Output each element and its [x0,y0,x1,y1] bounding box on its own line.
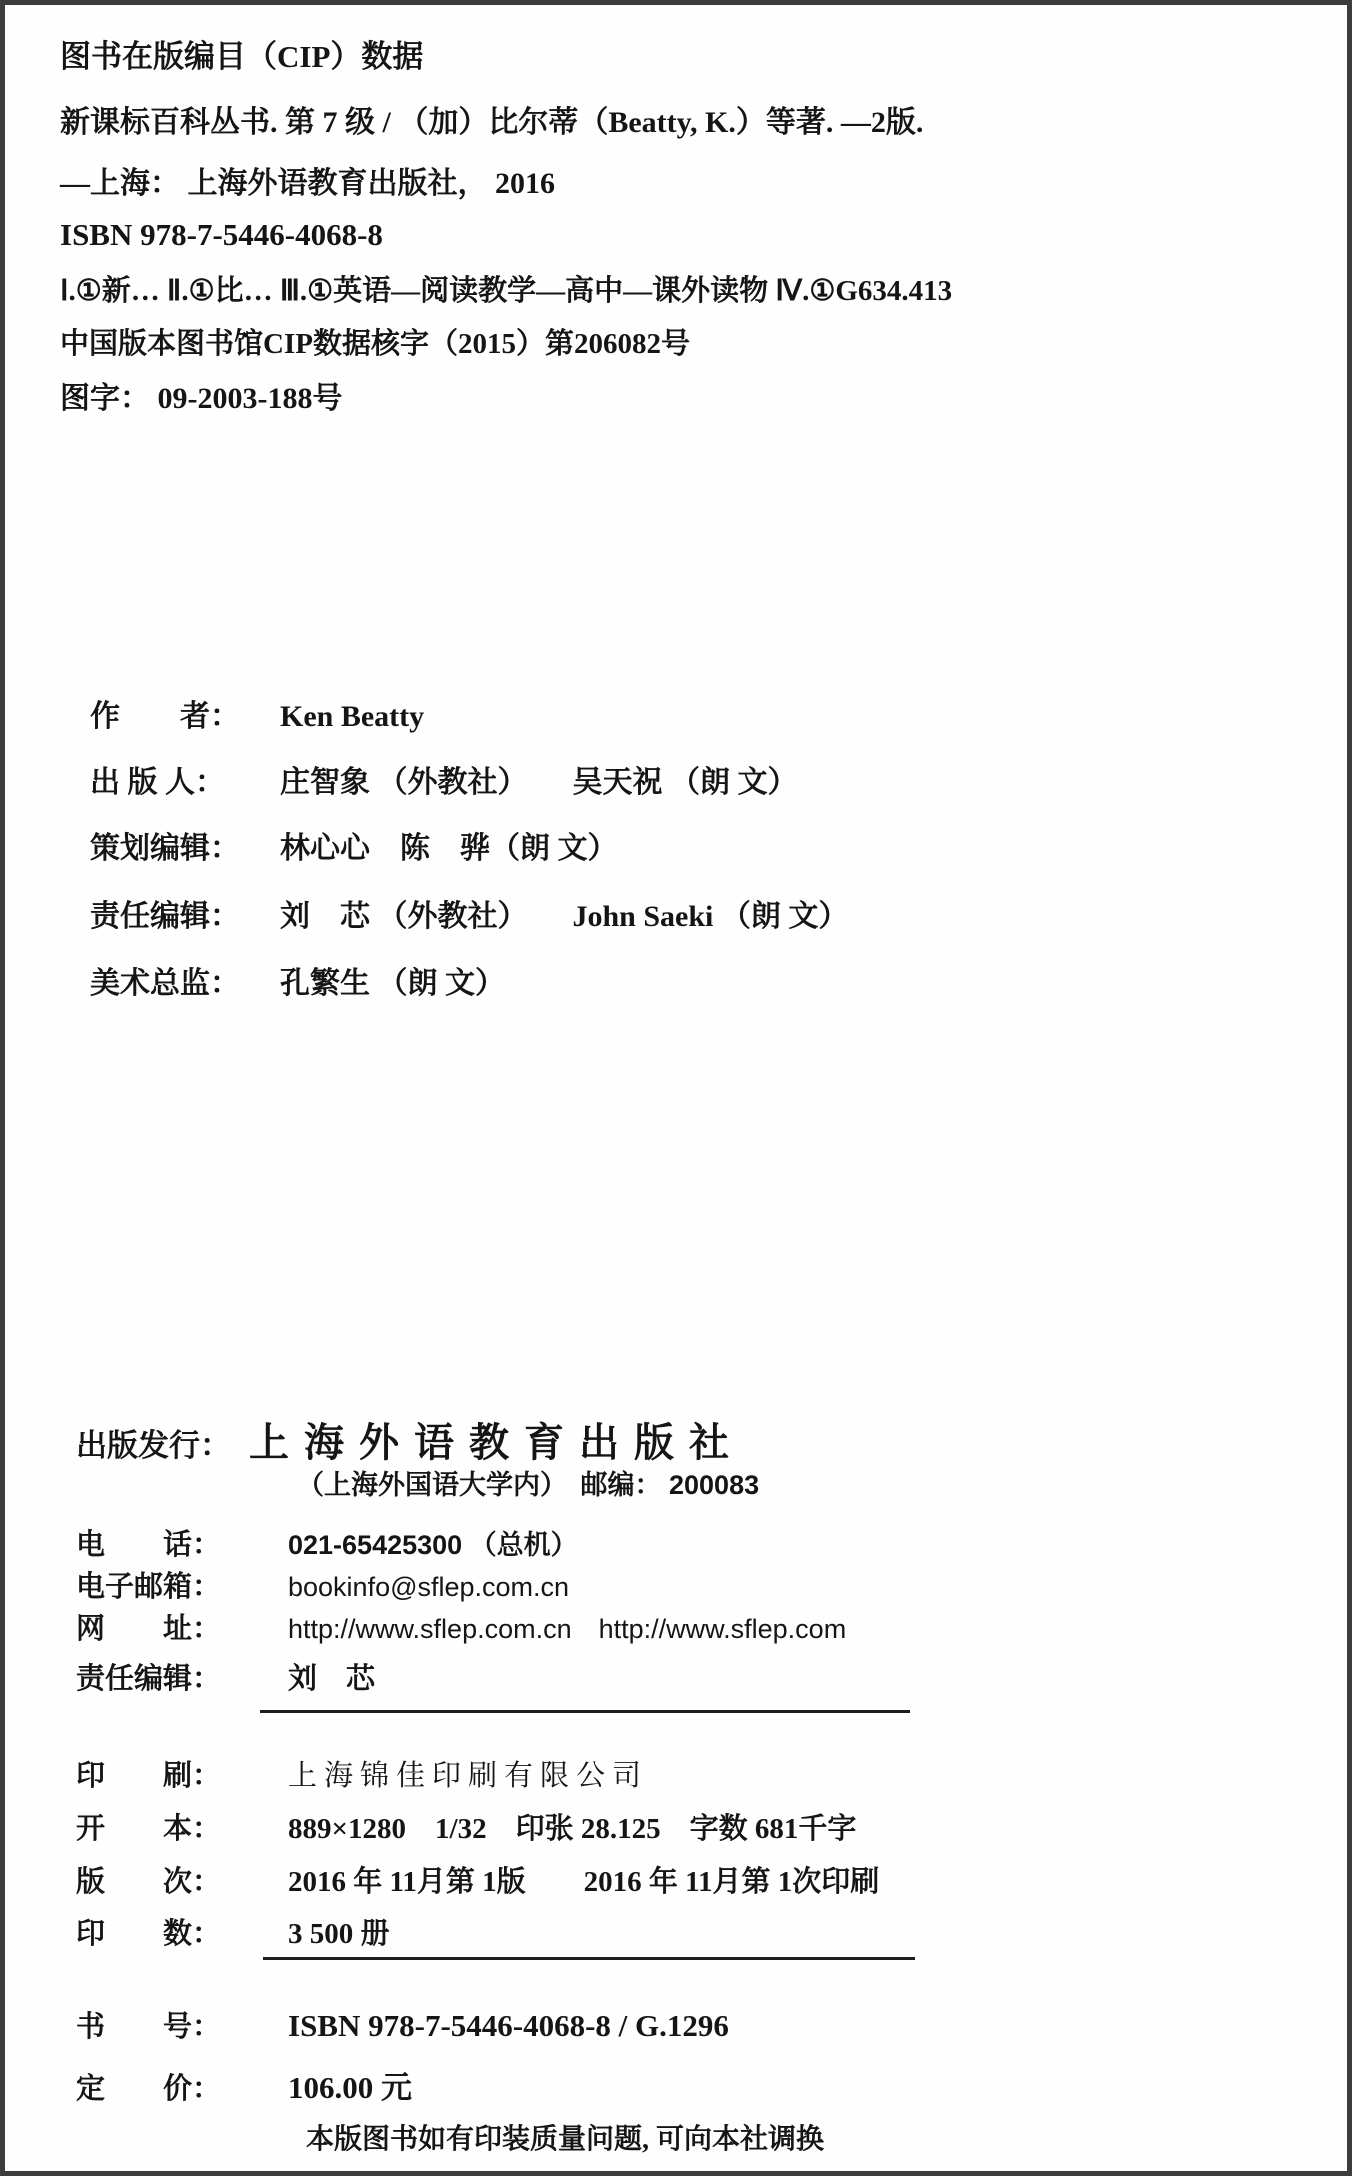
cip-classification-line: Ⅰ.①新… Ⅱ.①比… Ⅲ.①英语—阅读教学—高中—课外读物 Ⅳ.①G634.413 [60,275,953,307]
price-label: 定 价： [76,2073,222,2105]
quality-notice: 本版图书如有印装质量问题, 可向本社调换 [305,2124,824,2155]
publisher-address: （上海外国语大学内） 邮编： 200083 [297,1470,760,1500]
book-number-label: 书 号： [76,2011,222,2043]
contact-label: 电子邮箱： [76,1571,222,1603]
staff-value: 刘 芯 （外教社） John Saeki （朗 文） [280,900,849,933]
staff-label: 出 版 人： [90,766,225,799]
staff-value: 孔繁生 （朗 文） [280,967,505,1000]
staff-label: 作 者： [90,700,240,733]
printing-label: 印 刷： [76,1760,222,1792]
staff-row-art-director [60,924,505,1036]
price-value: 106.00 元 [288,2070,412,2105]
staff-label: 策划编辑： [90,832,240,865]
staff-value: Ken Beatty [280,700,425,733]
printing-label: 开 本： [76,1813,222,1845]
printing-value: 889×1280 1/32 印张 28.125 字数 681千字 [288,1813,857,1845]
divider-line-top [260,1710,910,1713]
cip-header: 图书在版编目（CIP）数据 [60,39,424,74]
printing-label: 版 次： [76,1866,222,1898]
contact-label: 责任编辑： [76,1663,222,1695]
printing-label: 印 数： [76,1918,222,1950]
price-row [60,2044,412,2125]
printing-value: 3 500 册 [288,1918,390,1950]
cip-record-number-line: 中国版本图书馆CIP数据核字（2015）第206082号 [60,328,690,360]
staff-label: 责任编辑： [90,900,240,933]
book-number-value: ISBN 978-7-5446-4068-8 / G.1296 [288,2008,729,2043]
contact-value: http://www.sflep.com.cn http://www.sflep.com [288,1614,847,1644]
printing-value: 上海锦佳印刷有限公司 [288,1760,649,1792]
publisher-name: 上海外语教育出版社 [249,1421,744,1465]
contact-row-responsible-editor [60,1638,375,1715]
contact-value: 刘 芯 [288,1663,376,1695]
cip-isbn-line: ISBN 978-7-5446-4068-8 [60,217,383,252]
contact-value: bookinfo@sflep.com.cn [288,1572,570,1602]
divider-line-bottom [263,1957,915,1960]
contact-label: 电 话： [76,1529,222,1561]
contact-value: 021-65425300 （总机） [288,1530,578,1560]
cip-license-number-line: 图字： 09-2003-188号 [60,382,343,415]
printing-value: 2016 年 11月第 1版 2016 年 11月第 1次印刷 [288,1866,880,1898]
contact-label: 网 址： [76,1613,222,1645]
cip-publisher-line: —上海： 上海外语教育出版社， 2016 [60,167,555,200]
staff-value: 庄智象 （外教社） 吴天祝 （朗 文） [280,766,798,799]
staff-value: 林心心 陈 骅（朗 文） [280,832,618,865]
publisher-label: 出版发行： [76,1428,231,1463]
staff-label: 美术总监： [90,967,240,1000]
cip-title-line: 新课标百科丛书. 第 7 级 / （加）比尔蒂（Beatty, K.）等著. —2版. [60,106,924,139]
